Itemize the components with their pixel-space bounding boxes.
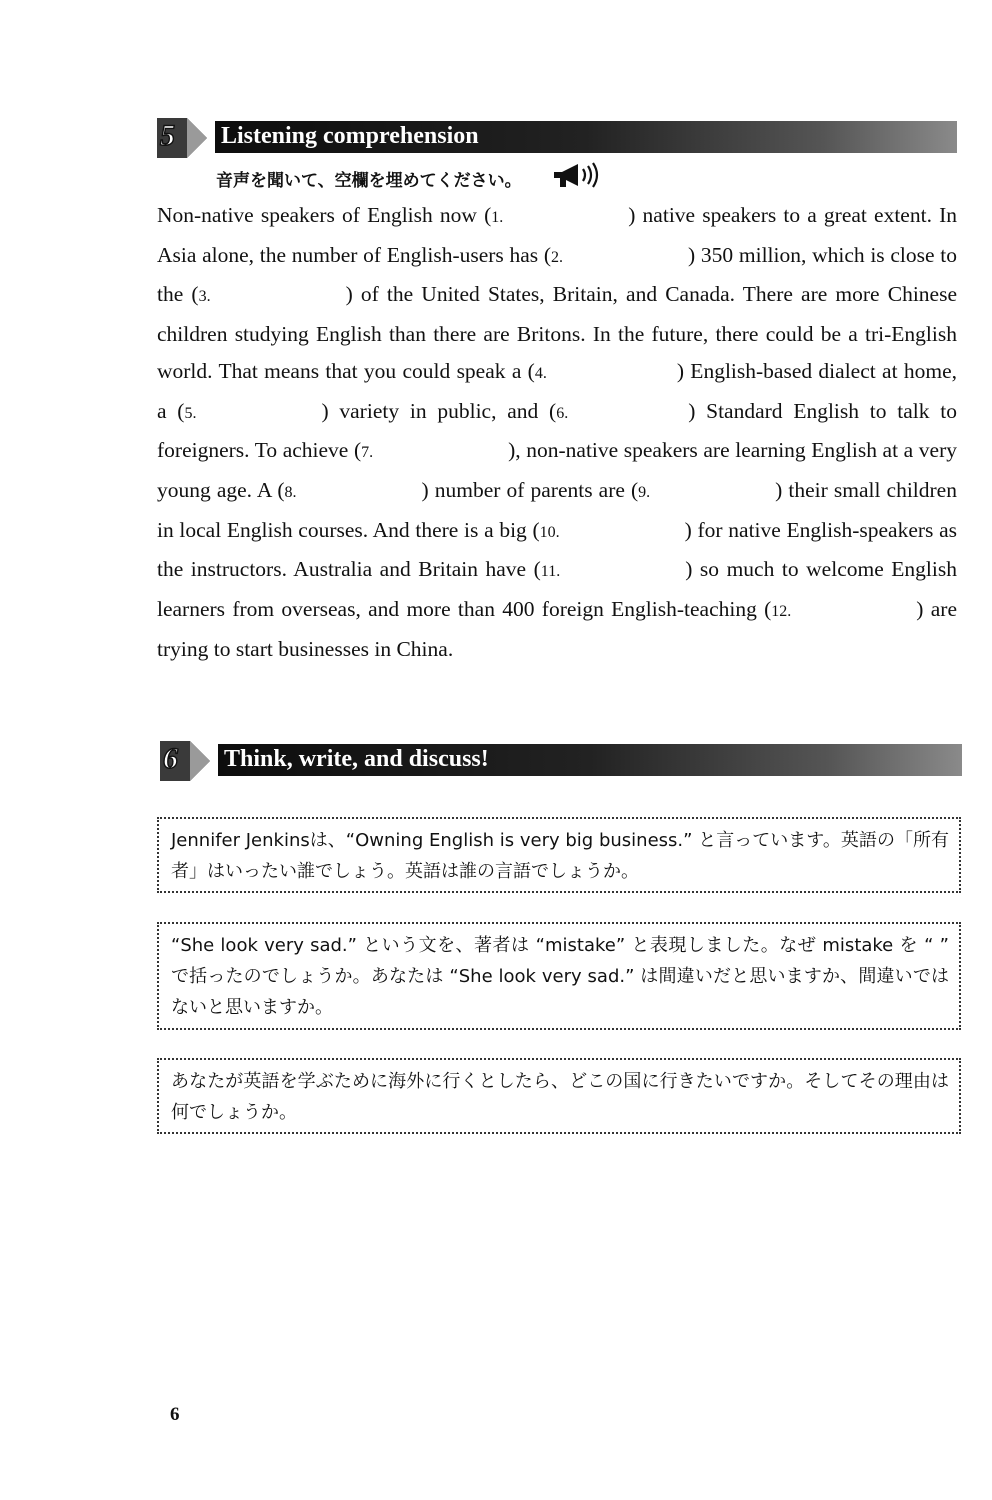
discussion-question: “She look very sad.” という文を、著者は “mistake” と表現しました。なぜ mistake を “ ” で括ったのでしょうか。あなたは “She look very sad.” は間違いだと思いますか、間違いではないと思いますか。 (171, 935, 949, 1018)
passage-text: ) so much to welcome English learners from overseas, and more than 400 foreign English-teaching ( (157, 557, 957, 622)
blank-number: 10. (539, 523, 560, 541)
section-6-title: Think, write, and discuss! (224, 746, 489, 772)
listening-passage (157, 197, 957, 667)
section-5-number: 5 (160, 119, 175, 152)
section-6-header (160, 741, 962, 781)
passage-text: ), non-native speakers are learning English at a very young age. A ( (157, 438, 957, 502)
discussion-question: Jennifer Jenkinsは、“Owning English is very big business.” と言っています。英語の「所有者」はいったい誰でしょう。英語は誰の言語でしょうか。 (171, 830, 949, 882)
blank-number: 3. (198, 288, 211, 306)
listening-instruction: 音声を聞いて、空欄を埋めてください。 (216, 171, 522, 191)
passage-text: ) Standard English to talk to foreigners. To achieve ( (157, 398, 957, 463)
blank-number: 11. (540, 563, 561, 581)
passage-text: ) their small children in local English courses. And there is a big ( (157, 477, 957, 542)
discussion-question-box (157, 817, 961, 893)
passage-text: ) for native English-speakers as the instructors. Australia and Britain have ( (157, 517, 957, 582)
section-5-title: Listening comprehension (221, 123, 479, 149)
section-6-number-badge (160, 741, 210, 781)
blank-number: 2. (551, 248, 564, 266)
passage-text: ) are trying to start businesses in China. (157, 597, 957, 661)
section-5-header (157, 118, 957, 158)
discussion-question-box (157, 1058, 961, 1134)
speaker-audio-icon[interactable] (552, 160, 604, 190)
blank-number: 6. (556, 404, 569, 422)
passage-text: ) 350 million, which is close to the ( (157, 242, 957, 307)
discussion-question-box (157, 922, 961, 1030)
page-number: 6 (170, 1404, 180, 1425)
blank-number: 9. (638, 483, 651, 501)
passage-text: ) English-based dialect at home, a ( (157, 358, 957, 423)
section-5-title-bar (215, 121, 957, 153)
blank-number: 8. (284, 483, 297, 501)
passage-text: Non-native speakers of English now ( (157, 203, 492, 227)
blank-number: 12. (771, 603, 792, 621)
passage-text: ) native speakers to a great extent. In Asia alone, the number of English-users has ( (157, 203, 957, 267)
blank-number: 4. (534, 364, 547, 382)
passage-text: ) of the United States, Britain, and Canada. There are more Chinese children studying English than there are Britons. In the future, there could be a tri-English world. That means that you could speak a ( (157, 282, 957, 383)
passage-text: ) variety in public, and ( (321, 398, 557, 423)
section-6-title-bar (218, 744, 962, 776)
blank-number: 1. (491, 209, 504, 226)
section-6-number: 6 (163, 742, 178, 775)
blank-number: 7. (361, 444, 374, 462)
passage-text: ) number of parents are ( (421, 477, 639, 502)
discussion-question: あなたが英語を学ぶために海外に行くとしたら、どこの国に行きたいですか。そしてその理由は何でしょうか。 (171, 1071, 949, 1123)
section-5-number-badge (157, 118, 207, 158)
blank-number: 5. (184, 404, 197, 422)
